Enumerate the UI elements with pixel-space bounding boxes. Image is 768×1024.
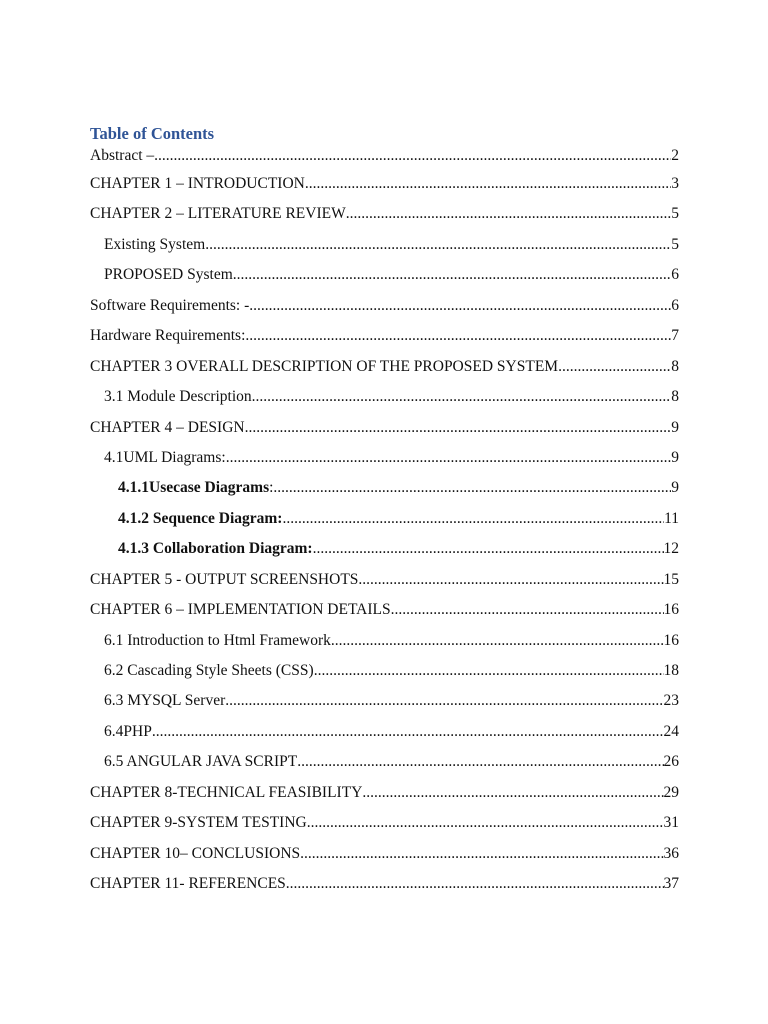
- toc-entry-label: 6.5 ANGULAR JAVA SCRIPT: [104, 753, 298, 771]
- toc-page-number: 9: [671, 479, 679, 497]
- toc-dot-leader: [391, 601, 664, 619]
- toc-page-number: 11: [664, 509, 679, 527]
- toc-entry-label: 6.1 Introduction to Html Framework: [104, 631, 331, 649]
- toc-page-number: 29: [663, 783, 679, 801]
- toc-entry-css[interactable]: [90, 662, 679, 692]
- toc-page-number: 31: [663, 814, 679, 832]
- toc-entry-angular-javascript[interactable]: [90, 753, 679, 783]
- toc-entry-label: 3.1 Module Description: [104, 388, 252, 406]
- toc-entry-chapter-6[interactable]: [90, 601, 679, 631]
- toc-entry-abstract[interactable]: [90, 147, 679, 175]
- toc-page-number: 18: [663, 662, 679, 679]
- toc-dot-leader: [249, 297, 671, 315]
- toc-page-number: 5: [671, 235, 679, 253]
- toc-page-number: 2: [671, 147, 679, 164]
- toc-entry-label-rest: :: [269, 479, 274, 497]
- toc-dot-leader: [307, 814, 664, 832]
- toc-entry-chapter-1[interactable]: [90, 175, 679, 205]
- toc-dot-leader: [558, 358, 671, 376]
- toc-entry-chapter-3[interactable]: [90, 358, 679, 388]
- toc-entry-label-bold: 4.1.1Usecase Diagrams: [118, 479, 270, 497]
- toc-entry-label: [118, 510, 282, 528]
- toc-entry-label: Software Requirements: -: [90, 296, 250, 314]
- toc-page-number: 9: [671, 448, 679, 466]
- toc-entry-label: PROPOSED System: [104, 266, 233, 284]
- toc-entry-chapter-4[interactable]: [90, 419, 679, 449]
- toc-entry-label: CHAPTER 1 – INTRODUCTION: [90, 175, 305, 192]
- toc-entry-label: 6.4PHP: [104, 722, 152, 740]
- toc-dot-leader: [273, 479, 671, 497]
- toc-entry-uml-diagrams[interactable]: [90, 449, 679, 479]
- toc-entry-label: CHAPTER 4 – DESIGN: [90, 418, 245, 436]
- toc-entry-usecase-diagrams[interactable]: [90, 479, 679, 509]
- toc-entry-chapter-10[interactable]: [90, 845, 679, 875]
- toc-dot-leader: [282, 510, 664, 528]
- toc-entry-label: CHAPTER 9-SYSTEM TESTING: [90, 814, 307, 832]
- toc-entry-label: CHAPTER 11- REFERENCES: [90, 875, 286, 893]
- toc-page-number: 26: [663, 753, 679, 771]
- toc-dot-leader: [233, 266, 671, 284]
- toc-dot-leader: [205, 236, 671, 254]
- toc-entry-label: 6.2 Cascading Style Sheets (CSS): [104, 662, 314, 679]
- toc-entry-mysql-server[interactable]: [90, 692, 679, 722]
- toc-entry-label: Abstract –: [90, 147, 155, 164]
- toc-dot-leader: [226, 449, 672, 467]
- toc-entry-php[interactable]: [90, 723, 679, 753]
- toc-page-number: 24: [663, 722, 679, 740]
- toc-entry-chapter-9[interactable]: [90, 814, 679, 844]
- toc-page-number: 6: [671, 296, 679, 314]
- toc-dot-leader: [286, 875, 664, 893]
- toc-entry-sequence-diagram[interactable]: [90, 510, 679, 540]
- toc-dot-leader: [331, 632, 664, 650]
- toc-entry-label: [118, 540, 313, 558]
- toc-page-number: 3: [671, 175, 679, 192]
- toc-entry-label: CHAPTER 10– CONCLUSIONS: [90, 844, 301, 862]
- toc-entry-label: 4.1UML Diagrams:: [104, 448, 226, 466]
- toc-entry-collaboration-diagram[interactable]: [90, 540, 679, 570]
- toc-entry-module-description[interactable]: [90, 388, 679, 418]
- toc-page-number: 8: [671, 388, 679, 406]
- toc-dot-leader: [305, 175, 671, 193]
- toc-entry-label: [118, 479, 273, 497]
- toc-dot-leader: [152, 723, 664, 741]
- toc-list: [90, 147, 679, 906]
- toc-page-number: 12: [663, 540, 679, 558]
- toc-page-number: 36: [663, 844, 679, 862]
- toc-entry-label: Hardware Requirements:: [90, 327, 246, 345]
- toc-entry-chapter-11[interactable]: [90, 875, 679, 905]
- toc-entry-chapter-5[interactable]: [90, 571, 679, 601]
- toc-entry-html-framework[interactable]: [90, 632, 679, 662]
- toc-entry-label: CHAPTER 5 - OUTPUT SCREENSHOTS: [90, 570, 359, 588]
- toc-entry-label: Existing System: [104, 235, 206, 253]
- toc-heading: Table of Contents: [90, 124, 215, 143]
- toc-page-number: 15: [663, 570, 679, 588]
- toc-page-number: 16: [663, 601, 679, 619]
- toc-page-number: 6: [671, 266, 679, 284]
- toc-dot-leader: [314, 662, 664, 680]
- toc-entry-label-bold: 4.1.2 Sequence Diagram:: [118, 509, 283, 527]
- toc-entry-label: CHAPTER 6 – IMPLEMENTATION DETAILS: [90, 601, 391, 619]
- toc-dot-leader: [297, 753, 663, 771]
- toc-entry-label: CHAPTER 3 OVERALL DESCRIPTION OF THE PROPOSED SYSTEM: [90, 357, 559, 375]
- toc-entry-hardware-requirements[interactable]: [90, 327, 679, 357]
- toc-page-number: 8: [671, 357, 679, 375]
- toc-dot-leader: [300, 845, 663, 863]
- toc-entry-chapter-2[interactable]: [90, 205, 679, 235]
- toc-dot-leader: [358, 571, 663, 589]
- toc-page-number: 16: [663, 631, 679, 649]
- toc-dot-leader: [252, 388, 672, 406]
- toc-page-number: 37: [663, 875, 679, 893]
- toc-page-number: 23: [663, 692, 679, 710]
- toc-entry-proposed-system[interactable]: [90, 266, 679, 296]
- toc-dot-leader: [225, 692, 663, 710]
- toc-dot-leader: [245, 419, 672, 437]
- toc-entry-label: CHAPTER 2 – LITERATURE REVIEW: [90, 205, 346, 223]
- toc-page-number: 5: [671, 205, 679, 223]
- toc-page-number: 7: [671, 327, 679, 345]
- toc-entry-label: CHAPTER 8-TECHNICAL FEASIBILITY: [90, 783, 363, 801]
- toc-entry-software-requirements[interactable]: [90, 297, 679, 327]
- toc-dot-leader: [154, 147, 671, 165]
- toc-dot-leader: [346, 205, 672, 223]
- toc-entry-chapter-8[interactable]: [90, 784, 679, 814]
- toc-page-number: 9: [671, 418, 679, 436]
- toc-dot-leader: [313, 540, 664, 558]
- toc-entry-label: 6.3 MYSQL Server: [104, 692, 226, 710]
- toc-dot-leader: [362, 784, 663, 802]
- toc-dot-leader: [245, 327, 671, 345]
- toc-entry-existing-system[interactable]: [90, 236, 679, 266]
- toc-entry-label-bold: 4.1.3 Collaboration Diagram:: [118, 540, 313, 558]
